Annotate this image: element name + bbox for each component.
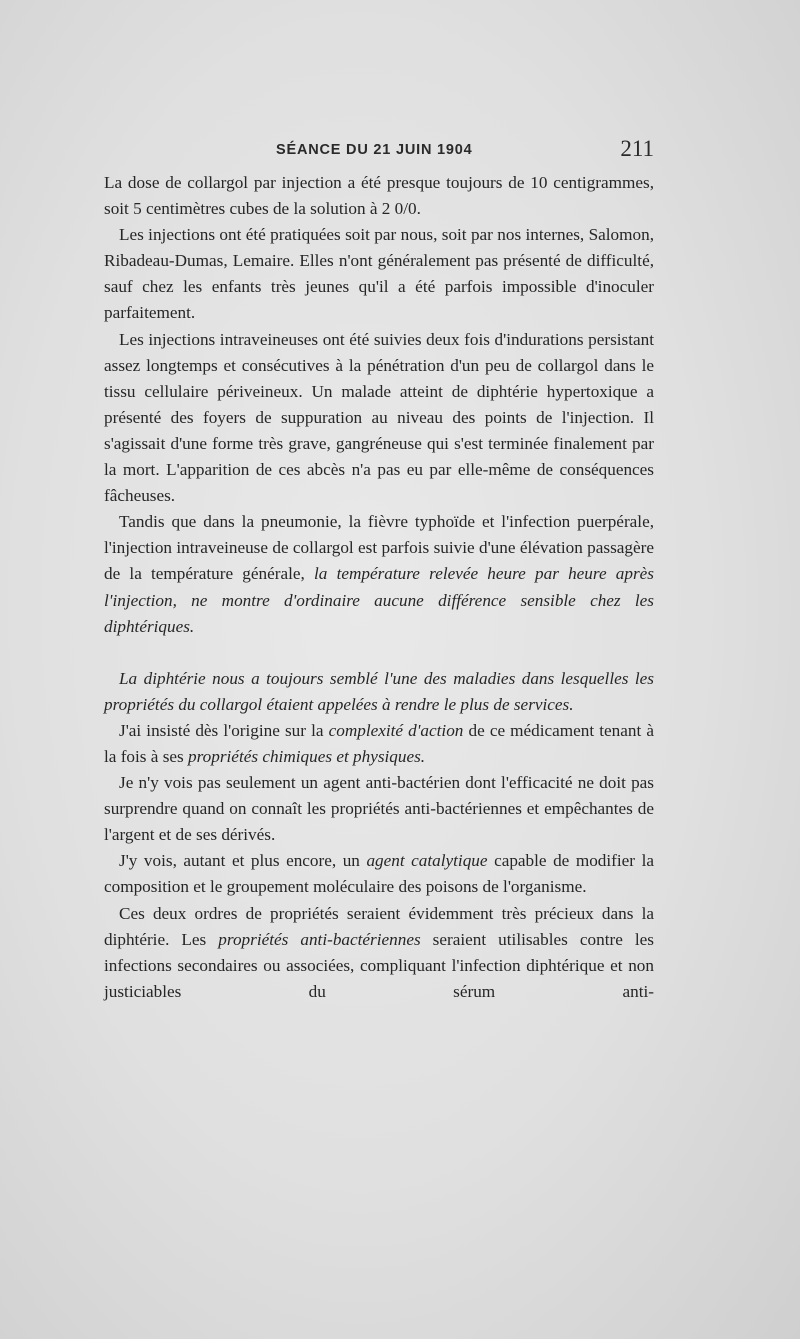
paragraph-two-properties xyxy=(104,901,654,1005)
italic-run: La diphtérie nous a toujours semblé l'une des maladies dans lesquelles les propriétés du collargol étaient appelées à rendre le plus de services. xyxy=(104,668,654,714)
text-run: Tandis que dans la pneumonie, la fièvre typhoïde et l'infection puerpérale, l'injection intraveineuse de collargol est parfois suivie d'une élévation passagère de la température générale, xyxy=(104,512,654,584)
text-run: capable de modifier la composition et le groupement moléculaire des poisons de l'organisme. xyxy=(104,851,654,897)
text-run: seraient utilisables contre les infections secondaires ou associées, compliquant l'infection diphtérique et non justiciables du sérum anti- xyxy=(104,929,654,1001)
text-run: Les injections intraveineuses ont été suivies deux fois d'indurations persistant assez longtemps et consécutives à la pénétration d'un peu de collargol dans le tissu cellulaire périveineux. Un malade atteint de diphtérie hypertoxique a présenté des foyers de suppuration au niveau des points de l'injection. Il s'agissait d'une forme très grave, gangréneuse qui s'est terminée finalement par la mort. L'apparition de ces abcès n'a pas eu par elle-même de conséquences fâcheuses. xyxy=(104,329,654,506)
running-head: SÉANCE DU 21 JUIN 1904 xyxy=(276,142,473,158)
text-run: J'y vois, autant et plus encore, un xyxy=(119,851,367,871)
paragraph-temperature xyxy=(104,509,654,639)
text-run: Ces deux ordres de propriétés seraient évidemment très précieux dans la diphtérie. Les xyxy=(104,903,654,949)
text-run: Les injections ont été pratiquées soit par nous, soit par nos internes, Salomon, Ribadeau-Dumas, Lemaire. Elles n'ont généralement pas présenté de difficulté, sauf chez les enfants très jeunes qu'il a été parfois impossible d'inoculer parfaitement. xyxy=(104,225,654,323)
paragraph-collargol-dose xyxy=(104,170,654,222)
paragraph-indurations xyxy=(104,327,654,510)
text-run: Je n'y vois pas seulement un agent anti-bactérien dont l'efficacité ne doit pas surprendre quand on connaît les propriétés anti-bactériennes et empêchantes de l'argent et de ses dérivés. xyxy=(104,773,654,845)
italic-run: propriétés chimiques et physiques. xyxy=(188,746,426,766)
italic-run: propriétés anti-bactériennes xyxy=(218,929,421,949)
italic-run: la température relevée heure par heure après l'injection, ne montre d'ordinaire aucune différence sensible chez les diphtériques. xyxy=(104,564,654,636)
paragraph-antibacterial-agent xyxy=(104,770,654,848)
text-run: de ce médicament tenant à la fois à ses xyxy=(104,720,654,766)
paragraph-complexity xyxy=(104,718,654,770)
italic-run: agent catalytique xyxy=(366,851,488,871)
text-run: La dose de collargol par injection a été presque toujours de 10 centigrammes, soit 5 centimètres cubes de la solution à 2 0/0. xyxy=(104,173,654,219)
paragraph-injections-performed xyxy=(104,222,654,326)
text-run: J'ai insisté dès l'origine sur la xyxy=(119,720,329,740)
page-header xyxy=(104,136,654,166)
paragraph-catalytic-agent xyxy=(104,848,654,900)
page-number: 211 xyxy=(620,136,654,161)
body-text xyxy=(104,170,654,1005)
italic-run: complexité d'action xyxy=(328,720,464,740)
paragraph-diphtheria-services xyxy=(104,666,654,718)
